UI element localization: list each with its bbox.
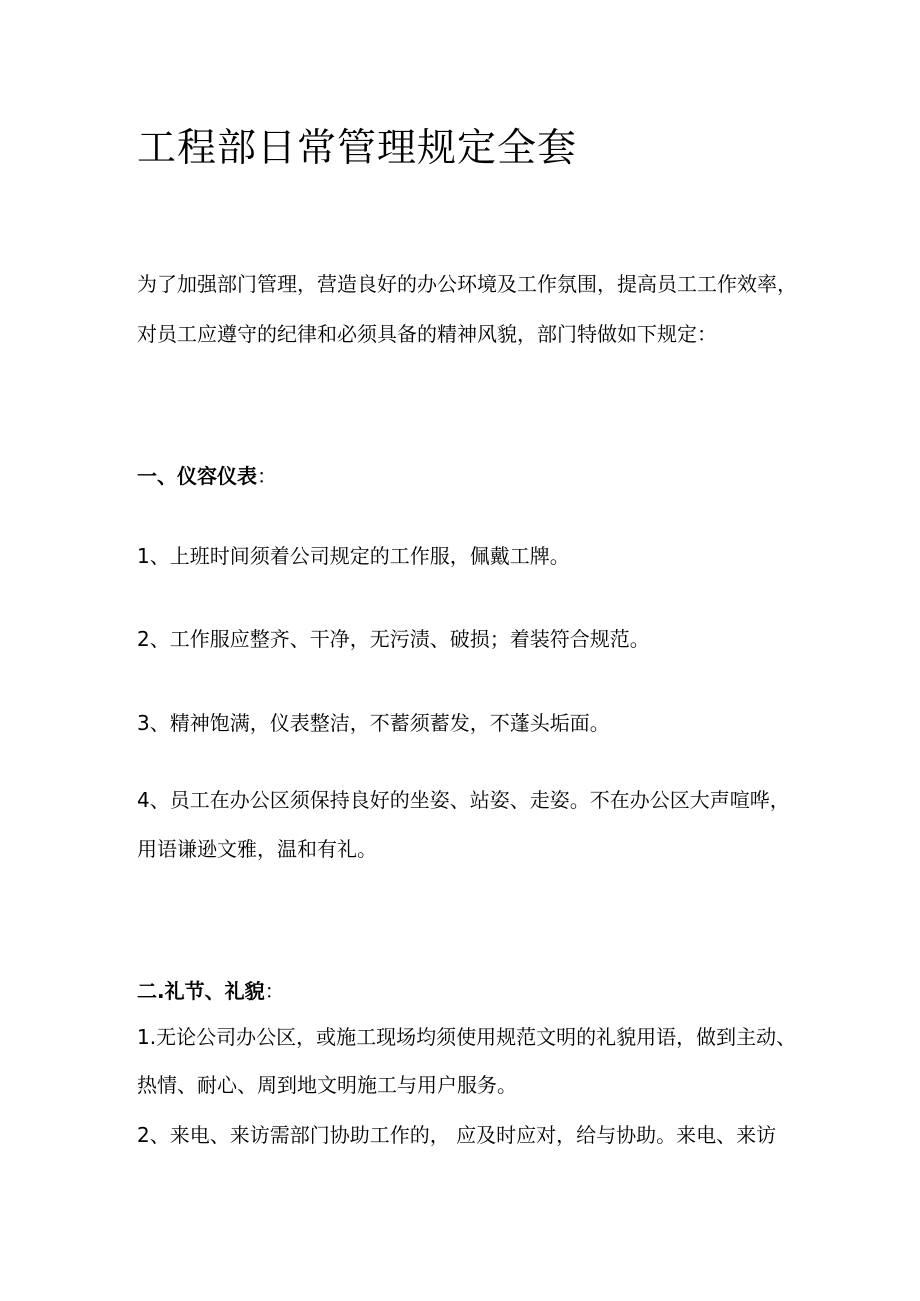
section-1-item-3: 3、精神饱满，仪表整洁，不蓄须蓄发，不蓬头垢面。: [137, 711, 610, 735]
intro-line-2: 对员工应遵守的纪律和必须具备的精神风貌，部门特做如下规定：: [137, 322, 717, 346]
section-1-item-2: 2、工作服应整齐、干净，无污渍、破损；着装符合规范。: [137, 627, 650, 651]
section-1-item-4-line-1: 4、员工在办公区须保持良好的坐姿、站姿、走姿。不在办公区大声喧哗，: [137, 788, 790, 812]
section-1-heading-text: 一、仪容仪表: [137, 464, 257, 488]
intro-line-1: 为了加强部门管理，营造良好的办公环境及工作氛围，提高员工工作效率，: [137, 272, 797, 296]
section-2-heading-colon: ：: [264, 979, 285, 1003]
section-2-item-2-line-1: 2、来电、来访需部门协助工作的， 应及时应对，给与协助。来电、来访: [137, 1123, 777, 1147]
section-1-heading: [137, 464, 277, 488]
section-1-heading-colon: ：: [257, 464, 277, 488]
section-1-item-1: 1、上班时间须着公司规定的工作服，佩戴工牌。: [137, 544, 570, 568]
section-2-heading-text: 二.礼节、礼貌: [137, 979, 265, 1003]
section-2-item-1-line-2: 热情、耐心、周到地文明施工与用户服务。: [137, 1073, 517, 1097]
document-title: 工程部日常管理规定全套: [137, 126, 578, 171]
section-2-item-1-line-1: 1.无论公司办公区，或施工现场均须使用规范文明的礼貌用语，做到主动、: [137, 1025, 797, 1049]
section-2-heading: [137, 979, 285, 1003]
section-1-item-4-line-2: 用语谦逊文雅，温和有礼。: [137, 837, 377, 861]
